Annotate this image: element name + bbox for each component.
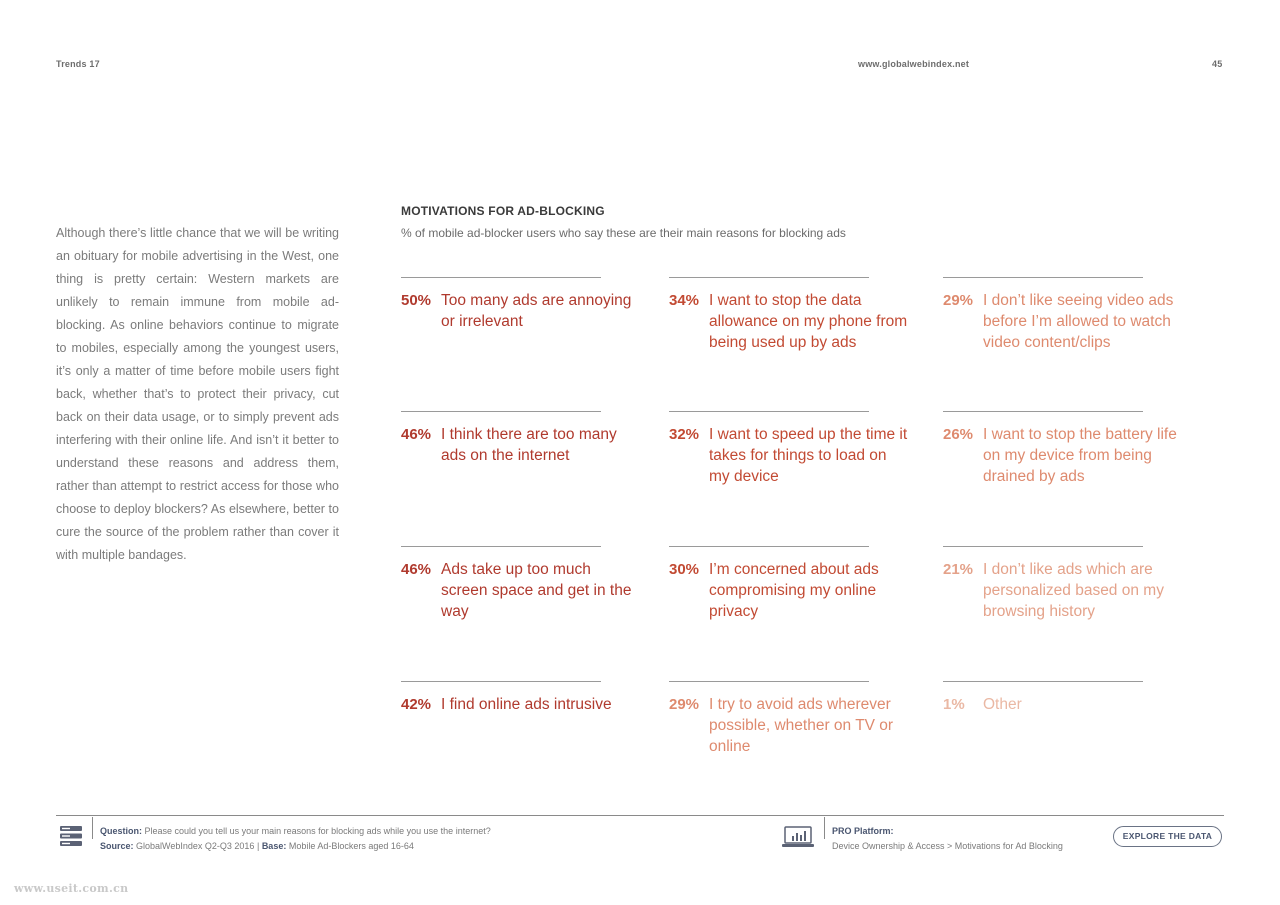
stat-row	[401, 694, 671, 715]
stat-row	[943, 559, 1213, 622]
stat-row	[943, 694, 1213, 715]
chart-title: MOTIVATIONS FOR AD-BLOCKING	[401, 204, 605, 218]
pro-label: PRO Platform:	[832, 826, 894, 836]
stat-label: I want to stop the data allowance on my phone from being used up by ads	[709, 292, 908, 351]
stat-item	[943, 546, 1213, 622]
stat-divider	[669, 411, 869, 412]
stat-label: I try to avoid ads wherever possible, whether on TV or online	[709, 696, 894, 755]
stat-label: Ads take up too much screen space and get in the way	[441, 561, 632, 620]
stat-item	[943, 411, 1213, 487]
stat-row	[401, 424, 671, 466]
stat-divider	[943, 681, 1143, 682]
stat-percent: 26%	[943, 426, 974, 443]
stat-percent: 50%	[401, 292, 432, 309]
stat-item	[669, 546, 939, 622]
stat-divider	[669, 277, 869, 278]
explore-data-button[interactable]: EXPLORE THE DATA	[1113, 826, 1222, 847]
stat-label: Other	[983, 696, 1022, 713]
stat-row	[943, 424, 1213, 487]
source-separator: |	[256, 841, 260, 851]
question-text: Please could you tell us your main reasons for blocking ads while you use the internet?	[144, 826, 491, 836]
stat-divider	[401, 681, 601, 682]
stat-divider	[943, 277, 1143, 278]
stat-label: I’m concerned about ads compromising my online privacy	[709, 561, 879, 620]
page-number: 45	[1212, 59, 1223, 69]
stat-item	[401, 411, 671, 466]
question-label: Question:	[100, 826, 142, 836]
stat-divider	[401, 546, 601, 547]
stat-percent: 30%	[669, 561, 700, 578]
stat-divider	[401, 277, 601, 278]
stat-label: I find online ads intrusive	[441, 696, 612, 713]
footer-divider	[56, 815, 1224, 816]
stat-row	[401, 290, 671, 332]
footer-source	[100, 838, 414, 854]
stat-percent: 29%	[669, 696, 700, 713]
stat-label: Too many ads are annoying or irrelevant	[441, 292, 632, 330]
stat-divider	[943, 411, 1143, 412]
stat-item	[669, 411, 939, 487]
chart-subtitle: % of mobile ad-blocker users who say these are their main reasons for blocking ads	[401, 226, 846, 240]
stat-divider	[943, 546, 1143, 547]
stat-percent: 42%	[401, 696, 432, 713]
footer-left-separator	[92, 817, 93, 839]
source-text: GlobalWebIndex Q2-Q3 2016	[136, 841, 255, 851]
stat-label: I want to stop the battery life on my device from being drained by ads	[983, 426, 1177, 485]
stat-percent: 21%	[943, 561, 974, 578]
stat-percent: 32%	[669, 426, 700, 443]
stat-item	[401, 546, 671, 622]
stat-item	[401, 681, 671, 715]
base-label: Base:	[261, 841, 287, 851]
stat-item	[943, 681, 1213, 715]
site-url[interactable]: www.globalwebindex.net	[858, 59, 970, 69]
stat-divider	[669, 681, 869, 682]
stat-row	[669, 694, 939, 757]
stat-divider	[669, 546, 869, 547]
stat-percent: 46%	[401, 561, 432, 578]
watermark: www.useit.com.cn	[14, 882, 129, 895]
stat-row	[943, 290, 1213, 353]
stat-item	[401, 277, 671, 332]
stat-divider	[401, 411, 601, 412]
stat-row	[669, 559, 939, 622]
stat-item	[669, 681, 939, 757]
stat-row	[669, 424, 939, 487]
stat-percent: 29%	[943, 292, 974, 309]
stat-percent: 34%	[669, 292, 700, 309]
stat-percent: 46%	[401, 426, 432, 443]
stat-item	[669, 277, 939, 353]
pro-platform-path[interactable]: Device Ownership & Access > Motivations for Ad Blocking	[832, 841, 1063, 851]
laptop-chart-icon	[782, 826, 814, 853]
stat-row	[669, 290, 939, 353]
pro-platform-label	[832, 823, 894, 839]
stat-percent: 1%	[943, 696, 965, 713]
stat-label: I think there are too many ads on the internet	[441, 426, 617, 464]
footer-question	[100, 823, 491, 839]
server-stack-icon	[60, 826, 82, 851]
body-paragraph: Although there’s little chance that we will be writing an obituary for mobile advertising in the West, one thing is pretty certain: Western markets are unlikely to remain immune from mobile ad-blocking. As online behaviors continue to migrate to mobiles, especially among the youngest users, it’s only a matter of time before mobile users fight back, whether that’s to protect their privacy, cut back on their data usage, or to simply prevent ads interfering with their online life. And isn’t it better to understand these reasons and address them, rather than attempt to restrict access for those who choose to deploy blockers? As elsewhere, better to cure the source of the problem rather than cover it with multiple bandages.	[56, 226, 339, 562]
source-label: Source:	[100, 841, 134, 851]
stat-item	[943, 277, 1213, 353]
stat-row	[401, 559, 671, 622]
stat-label: I want to speed up the time it takes for things to load on my device	[709, 426, 908, 485]
base-text: Mobile Ad-Blockers aged 16-64	[288, 841, 414, 851]
footer-pro-separator	[824, 817, 825, 839]
stat-label: I don’t like ads which are personalized based on my browsing history	[983, 561, 1164, 620]
running-header: Trends 17	[56, 59, 100, 69]
stat-label: I don’t like seeing video ads before I’m allowed to watch video content/clips	[983, 292, 1174, 351]
